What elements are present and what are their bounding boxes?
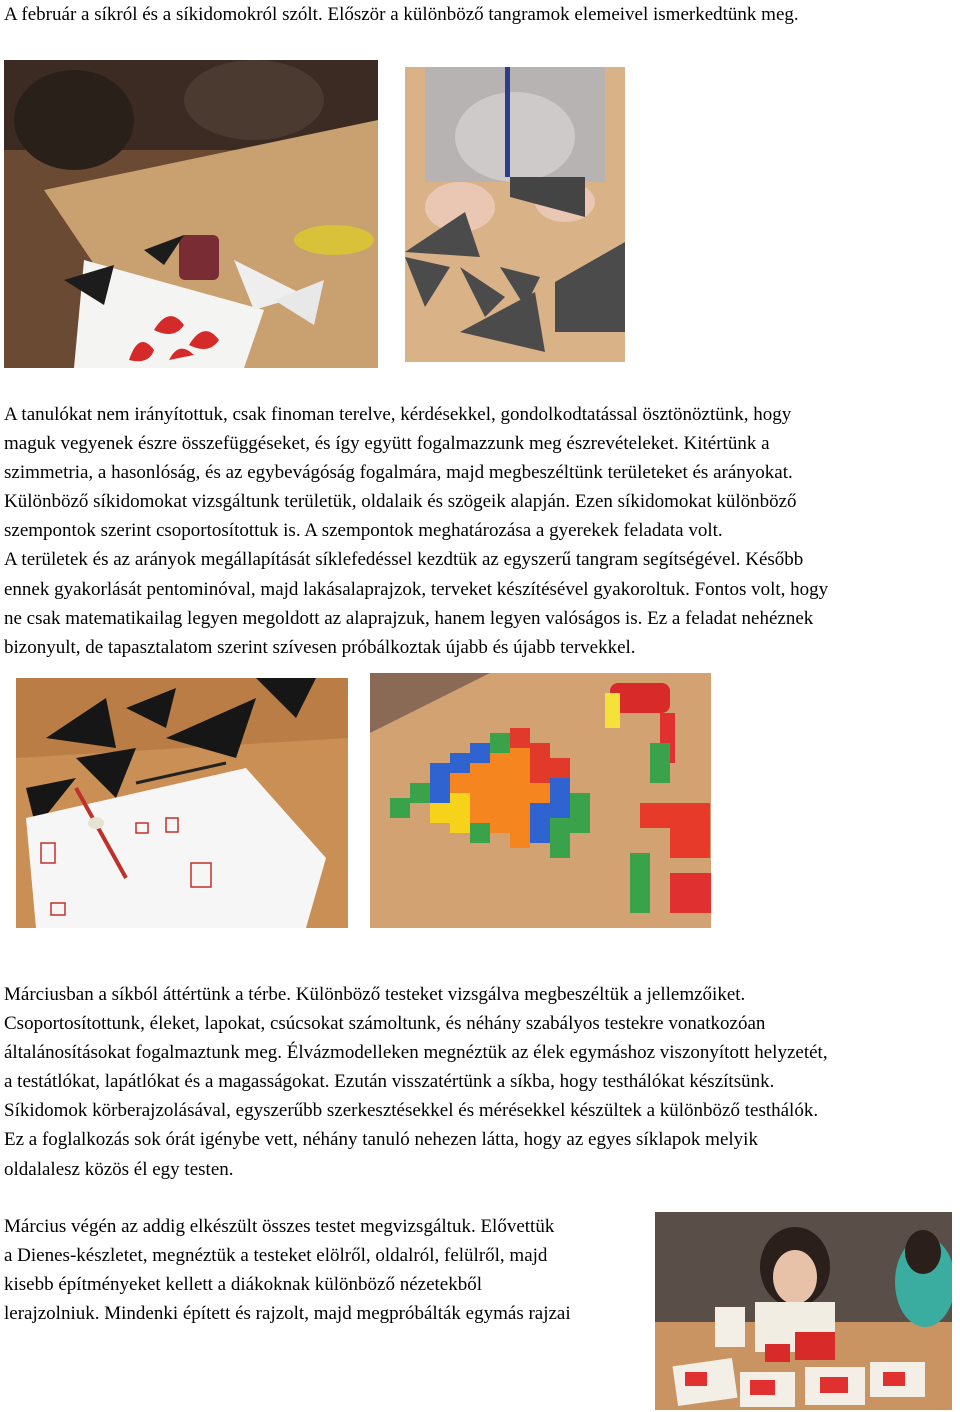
text-line: Síkidomok körberajzolásával, egyszerűbb szerkesztésekkel és mérésekkel készültek a különböző testhálók. bbox=[4, 1100, 819, 1122]
text-line: a testátlókat, lapátlókat és a magasságokat. Ezután visszatértünk a síkba, hogy testhálókat készítsünk. bbox=[4, 1071, 775, 1093]
text-line: Csoportosítottunk, éleket, lapokat, csúcsokat számoltunk, és néhány szabályos testekre vonatkozóan bbox=[4, 1013, 766, 1035]
text-line: szimmetria, a hasonlóság, és az egybevágóság fogalmára, majd megbeszéltünk területeket és arányokat. bbox=[4, 462, 793, 484]
text-line: Márciusban a síkból áttértünk a térbe. Különböző testeket vizsgálva megbeszéltük a jellemzőiket. bbox=[4, 984, 746, 1005]
photo-dienes-blocks bbox=[655, 1212, 952, 1410]
photo-students-cutting-shapes bbox=[4, 60, 378, 368]
text-line: bizonyult, de tapasztalatom szerint szívesen próbálkoztak újabb és újabb tervekkel. bbox=[4, 636, 636, 658]
text-line: szempontok szerint csoportosítottuk is. A szempontok meghatározása a gyerekek feladata volt. bbox=[4, 520, 723, 542]
text-line: A tanulókat nem irányítottuk, csak finoman terelve, kérdésekkel, gondolkodtatással ösztönöztünk, hogy bbox=[4, 404, 792, 425]
text-line: ennek gyakorlását pentominóval, majd lakásalaprajzok, terveket készítésével gyakoroltuk. Fontos volt, hogy bbox=[4, 578, 829, 600]
intro-text: A február a síkról és a síkidomokról szólt. Először a különböző tangramok elemeivel ismerkedtünk meg. bbox=[4, 4, 799, 25]
text-line: A területek és az arányok megállapítását síklefedéssel kezdtük az egyszerű tangram segítségével. Később bbox=[4, 549, 804, 571]
text-line: lerajzolniuk. Mindenki épített és rajzolt, majd megpróbálták egymás rajzai bbox=[4, 1303, 571, 1325]
paragraph-tangram-lessons bbox=[4, 400, 958, 662]
text-line: kisebb építményeket kellett a diákoknak különböző nézetekből bbox=[4, 1274, 483, 1296]
text-line: oldalalesz közös él egy testen. bbox=[4, 1158, 234, 1180]
photo-tangram-pieces bbox=[405, 67, 625, 362]
text-line: ne csak matematikailag legyen megoldott az alaprajzuk, hanem legyen valóságos is. Ez a feladat nehéznek bbox=[4, 607, 814, 629]
text-line: általánosításokat fogalmaztunk meg. Élvázmodelleken megnéztük az élek egymáshoz viszonyított helyzetét, bbox=[4, 1042, 828, 1064]
text-line: maguk vegyenek észre összefüggéseket, és így együtt fogalmazzunk meg észrevételeket. Kitértünk a bbox=[4, 433, 770, 455]
text-line: Ez a foglalkozás sok órát igénybe vett, néhány tanuló nehezen látta, hogy az egyes síklapok melyik bbox=[4, 1129, 758, 1151]
paragraph-dienes-set bbox=[4, 1212, 654, 1328]
text-line: Március végén az addig elkészült összes testet megvizsgáltuk. Elővettük bbox=[4, 1216, 555, 1237]
photo-floor-plan-drawing bbox=[16, 678, 348, 928]
text-line: Különböző síkidomokat vizsgáltunk területük, oldalaik és szögeik alapján. Ezen síkidomokat különböző bbox=[4, 491, 797, 513]
paragraph-solids-lessons bbox=[4, 980, 958, 1184]
photo-pentomino-pieces bbox=[370, 673, 711, 928]
text-line: a Dienes-készletet, megnéztük a testeket elölről, oldalról, felülről, majd bbox=[4, 1245, 548, 1267]
